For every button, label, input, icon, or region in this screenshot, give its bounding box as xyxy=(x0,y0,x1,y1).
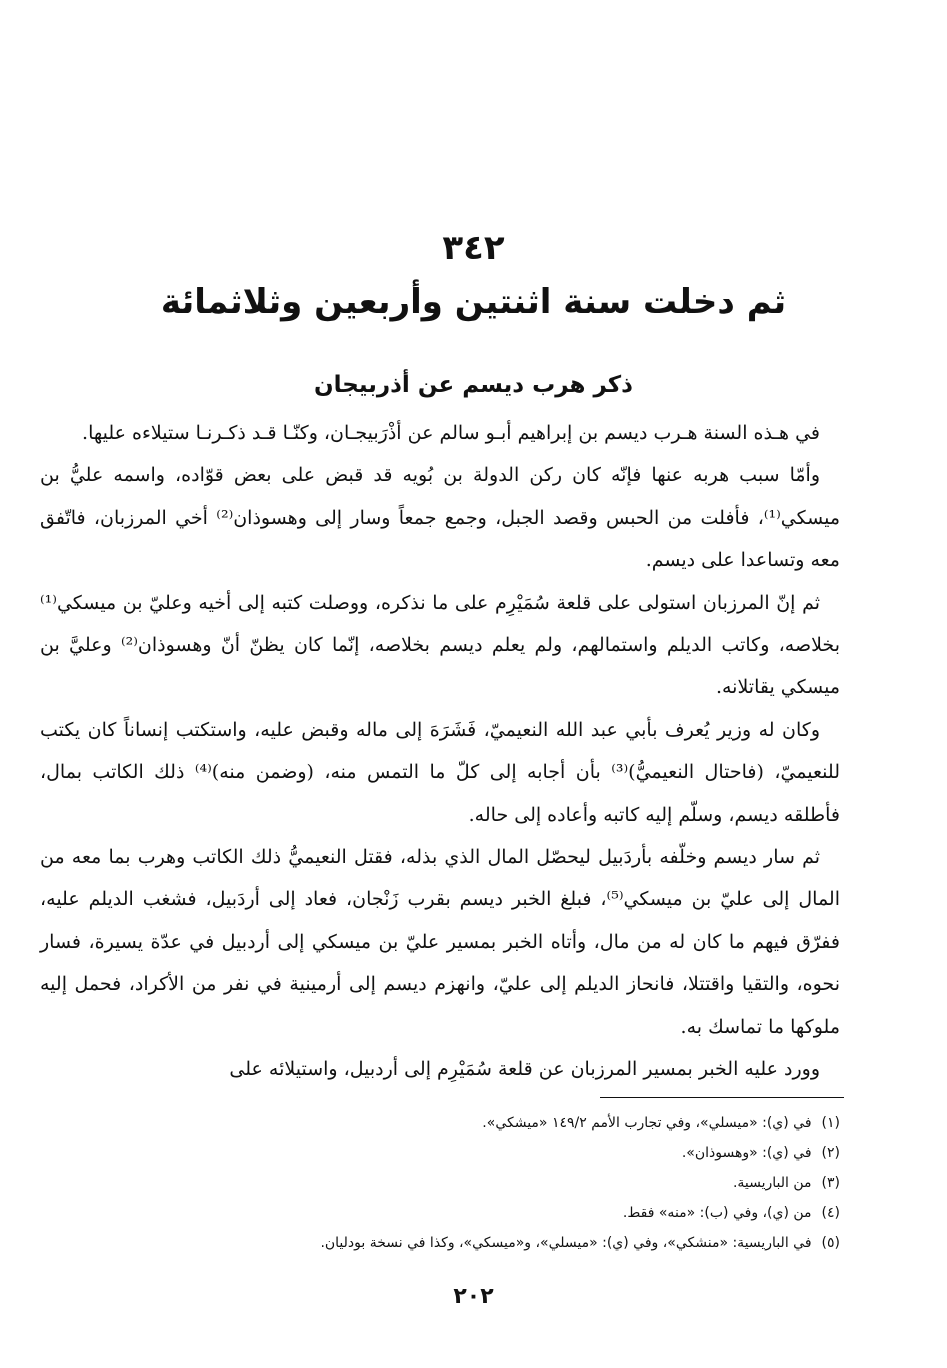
page-number: ٢٠٢ xyxy=(453,1284,494,1309)
paragraph: وكان له وزير يُعرف بأبي عبد الله النعيميّ، فَشَرَهَ إلى ماله وقبض عليه، واستكتب إنساناً كان يكتب للنعيميّ، (فاحتال النعيميُّ)⁽³⁾ بأن أجابه إلى كلّ ما التمس منه، (وضمن منه)⁽⁴⁾ ذلك الكاتب بمال، فأطلقه ديسم، وسلّم إليه كاتبه وأعاده إلى حاله. xyxy=(40,718,840,826)
year-number: ٣٤٢ xyxy=(442,228,505,268)
footnote xyxy=(40,1108,840,1138)
chapter-title: ثم دخلت سنة اثنتين وأربعين وثلاثمائة xyxy=(160,282,787,322)
paragraph: وورد عليه الخبر بمسير المرزبان عن قلعة سُمَيْرِم إلى أردبيل، واستيلائه على xyxy=(229,1058,820,1081)
paragraph: في هـذه السنة هـرب ديسم بن إبراهيم أبـو سالم عن أذْرَبيجـان، وكنّـا قـد ذكـرنـا ستيلاءه عليها. xyxy=(82,422,820,444)
footnote xyxy=(40,1228,840,1258)
footnote-number: (٥) xyxy=(821,1235,840,1251)
footnote-divider xyxy=(600,1097,844,1098)
footnote-number: (٤) xyxy=(821,1205,840,1221)
paragraph: وأمّا سبب هربه عنها فإنّه كان ركن الدولة بن بُويه قد قبض على بعض قوّاده، واسمه عليُّ بن ميسكي⁽¹⁾، فأفلت من الحبس وقصد الجبل، وجمع جمعاً وسار إلى وهسوذان⁽²⁾ أخي المرزبان، فاتّفق معه وتساعدا على ديسم. xyxy=(40,464,840,572)
footnote-text: في (ي): «وهسوذان». xyxy=(681,1145,812,1161)
footnote-number: (٢) xyxy=(821,1145,840,1161)
section-heading: ذكر هرب ديسم عن أذربيجان xyxy=(314,372,633,398)
footnote xyxy=(40,1168,840,1198)
footnote xyxy=(40,1198,840,1228)
footnote-number: (١) xyxy=(821,1115,840,1131)
body-text xyxy=(40,412,840,1091)
footnotes xyxy=(40,1108,840,1258)
footnote-text: من (ي)، وفي (ب): «منه» فقط. xyxy=(622,1205,812,1221)
footnote-text: في (ي): «ميسلي»، وفي تجارب الأمم ١٤٩/٢ «ميشكي». xyxy=(482,1115,812,1131)
paragraph: ثم إنّ المرزبان استولى على قلعة سُمَيْرِم على ما نذكره، ووصلت كتبه إلى أخيه وعليّ بن ميسكي⁽¹⁾ بخلاصه، وكاتب الديلم واستمالهم، ولم يعلم ديسم بخلاصه، إنّما كان يظنّ أنّ وهسوذان⁽²⁾ وعليَّ بن ميسكي يقاتلانه. xyxy=(40,591,840,699)
paragraph: ثم سار ديسم وخلّفه بأردَبيل ليحصّل المال الذي بذله، فقتل النعيميُّ ذلك الكاتب وهرب بما معه من المال إلى عليّ بن ميسكي⁽⁵⁾، فبلغ الخبر ديسم بقرب زَنْجان، فعاد إلى أردَبيل، فشغب الديلم عليه، ففرّق فيهم ما كان له من مال، وأتاه الخبر بمسير عليّ بن ميسكي إلى أردبيل في عدّة يسيرة، فسار نحوه، والتقيا واقتتلا، فانحاز الديلم إلى عليّ، وانهزم ديسم إلى أرمينية في نفر من الأكراد، فحمل إليه ملوكها ما تماسك به. xyxy=(40,846,840,1038)
footnote-text: في الباريسية: «منشكي»، وفي (ي): «ميسلي»، و«ميسكي»، وكذا في نسخة بودليان. xyxy=(320,1235,812,1251)
footnote-number: (٣) xyxy=(821,1175,840,1191)
footnote xyxy=(40,1138,840,1168)
footnote-text: من الباريسية. xyxy=(732,1175,812,1191)
